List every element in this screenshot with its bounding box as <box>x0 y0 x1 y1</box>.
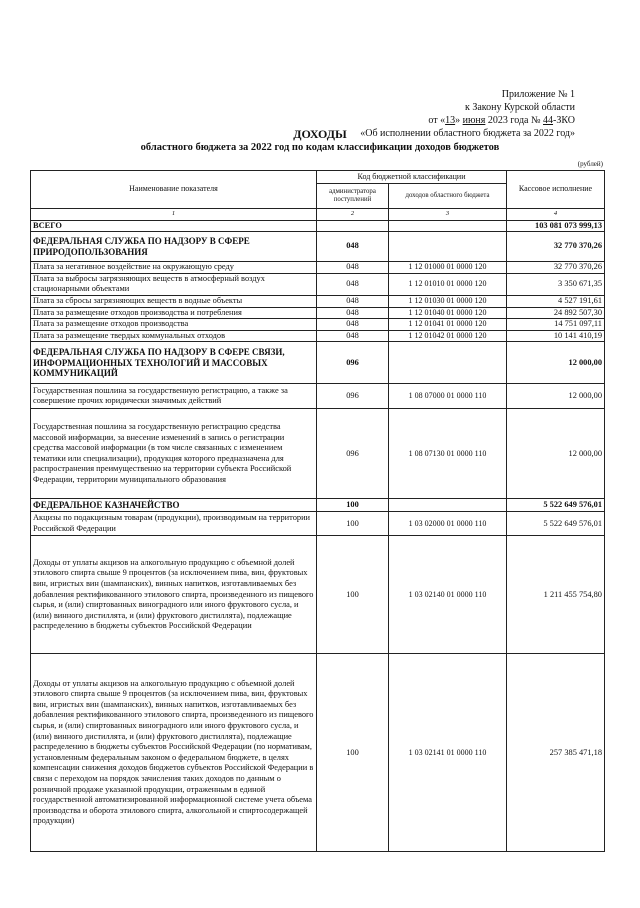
header-cash: Кассовое исполнение <box>507 171 605 209</box>
row-admin: 048 <box>317 273 389 295</box>
appendix-line-4: «Об исполнении областного бюджета за 2022 год» <box>360 128 575 139</box>
table-row <box>31 307 605 319</box>
row-code: 1 12 01010 01 0000 120 <box>389 273 507 295</box>
row-name: ФЕДЕРАЛЬНОЕ КАЗНАЧЕЙСТВО <box>31 499 317 512</box>
total-label: ВСЕГО <box>31 220 317 232</box>
row-code: 1 12 01042 01 0000 120 <box>389 330 507 342</box>
header-income-code: доходов областного бюджета <box>389 184 507 209</box>
table-row <box>31 536 605 654</box>
row-admin: 048 <box>317 232 389 262</box>
row-name: Государственная пошлина за государственную регистрацию средства массовой информации, за внесение изменений в запись о регистрации средства массовой информации (в том числе связанных с изменением тематики или специализации), продукция которого предназначена для распространения преимущественно на территории субъекта Российской Федерации, территории муниципального образования <box>31 409 317 499</box>
row-name: Плата за размещение отходов производства <box>31 319 317 331</box>
row-code: 1 03 02140 01 0000 110 <box>389 536 507 654</box>
row-amount: 12 000,00 <box>507 409 605 499</box>
table-row <box>31 273 605 295</box>
row-admin: 096 <box>317 342 389 384</box>
row-amount: 257 385 471,18 <box>507 654 605 852</box>
appendix-line-3: от «13» июня 2023 года № 44-ЗКО <box>428 115 575 126</box>
row-code: 1 08 07130 01 0000 110 <box>389 409 507 499</box>
index-row <box>31 209 605 221</box>
row-amount: 32 770 370,26 <box>507 232 605 262</box>
row-amount: 5 522 649 576,01 <box>507 499 605 512</box>
table-row <box>31 654 605 852</box>
row-name: Доходы от уплаты акцизов на алкогольную продукцию с объемной долей этилового спирта свыше 9 процентов (за исключением пива, вин, фруктовых вин, игристых вин (шампанских), винных напитков, изготавливаемых без добавления ректификованного этилового спирта, произведенного из пищевого сырья, и (или) спиртованных виноградного или иного фруктового сусла, и (или) винного дистиллята, и (или) фруктового дистиллята), подлежащие распределению в бюджеты субъектов Российской Федерации <box>31 536 317 654</box>
row-code: 1 08 07000 01 0000 110 <box>389 384 507 409</box>
appendix-line-1: Приложение № 1 <box>501 89 575 100</box>
table-row <box>31 499 605 512</box>
row-admin: 096 <box>317 384 389 409</box>
row-admin: 048 <box>317 307 389 319</box>
table-row <box>31 330 605 342</box>
header-code-group: Код бюджетной классификации <box>317 171 507 184</box>
row-amount: 12 000,00 <box>507 342 605 384</box>
row-amount: 14 751 097,11 <box>507 319 605 331</box>
appendix-line-2: к Закону Курской области <box>465 102 575 113</box>
document-title: ДОХОДЫ <box>293 127 347 141</box>
header-row <box>31 171 605 184</box>
row-code <box>389 342 507 384</box>
row-name: Акцизы по подакцизным товарам (продукции), производимым на территории Российской Федерации <box>31 512 317 536</box>
row-amount: 24 892 507,30 <box>507 307 605 319</box>
index-4: 4 <box>507 209 605 221</box>
row-admin: 048 <box>317 262 389 274</box>
row-code: 1 12 01040 01 0000 120 <box>389 307 507 319</box>
row-admin: 048 <box>317 295 389 307</box>
row-name: Плата за сбросы загрязняющих веществ в водные объекты <box>31 295 317 307</box>
table-row <box>31 232 605 262</box>
row-name: Плата за размещение твердых коммунальных отходов <box>31 330 317 342</box>
index-1: 1 <box>31 209 317 221</box>
table-row <box>31 512 605 536</box>
row-code <box>389 499 507 512</box>
row-admin: 100 <box>317 536 389 654</box>
row-name: Плата за негативное воздействие на окружающую среду <box>31 262 317 274</box>
total-row <box>31 220 605 232</box>
row-name: Государственная пошлина за государственную регистрацию, а также за совершение прочих юридически значимых действий <box>31 384 317 409</box>
row-code: 1 03 02000 01 0000 110 <box>389 512 507 536</box>
row-code: 1 12 01041 01 0000 120 <box>389 319 507 331</box>
row-amount: 32 770 370,26 <box>507 262 605 274</box>
income-table <box>30 170 605 852</box>
total-amount: 103 081 073 999,13 <box>507 220 605 232</box>
row-admin: 100 <box>317 499 389 512</box>
row-code: 1 03 02141 01 0000 110 <box>389 654 507 852</box>
unit-label: (рублей) <box>577 160 603 168</box>
row-admin: 048 <box>317 319 389 331</box>
row-amount: 4 527 191,61 <box>507 295 605 307</box>
row-amount: 1 211 455 754,80 <box>507 536 605 654</box>
row-admin: 048 <box>317 330 389 342</box>
table-row <box>31 319 605 331</box>
row-admin: 100 <box>317 654 389 852</box>
row-code <box>389 232 507 262</box>
row-admin: 100 <box>317 512 389 536</box>
table-row <box>31 384 605 409</box>
index-3: 3 <box>389 209 507 221</box>
row-name: ФЕДЕРАЛЬНАЯ СЛУЖБА ПО НАДЗОРУ В СФЕРЕ СВЯЗИ, ИНФОРМАЦИОННЫХ ТЕХНОЛОГИЙ И МАССОВЫХ КОММУНИКАЦИЙ <box>31 342 317 384</box>
row-name: Плата за выбросы загрязняющих веществ в атмосферный воздух стационарными объектами <box>31 273 317 295</box>
header-name: Наименование показателя <box>31 171 317 209</box>
row-amount: 5 522 649 576,01 <box>507 512 605 536</box>
table-row <box>31 342 605 384</box>
table-row <box>31 409 605 499</box>
table-row <box>31 262 605 274</box>
row-amount: 3 350 671,35 <box>507 273 605 295</box>
document-subtitle: областного бюджета за 2022 год по кодам классификации доходов бюджетов <box>140 142 500 153</box>
row-name: Доходы от уплаты акцизов на алкогольную продукцию с объемной долей этилового спирта свыше 9 процентов (за исключением пива, вин, фруктовых вин, игристых вин (шампанских), винных напитков, изготавливаемых без добавления ректификованного этилового спирта, произведенного из пищевого сырья, и (или) спиртованных виноградного или иного фруктового сусла, и (или) винного дистиллята, и (или) фруктового дистиллята), подлежащие распределению в бюджеты субъектов Российской Федерации (по нормативам, установленным федеральным законом о федеральном бюджете, в целях компенсации снижения доходов бюджетов субъектов Российской Федерации в связи с переходом на порядок зачисления таких доходов по данным о розничной продаже указанной продукции, отраженным в единой государственной автоматизированной информационной системе учета объема производства и оборота этилового спирта, алкогольной и спиртосодержащей продукции) <box>31 654 317 852</box>
row-admin: 096 <box>317 409 389 499</box>
index-2: 2 <box>317 209 389 221</box>
row-name: Плата за размещение отходов производства и потребления <box>31 307 317 319</box>
row-amount: 12 000,00 <box>507 384 605 409</box>
row-code: 1 12 01030 01 0000 120 <box>389 295 507 307</box>
table-row <box>31 295 605 307</box>
row-amount: 10 141 410,19 <box>507 330 605 342</box>
row-code: 1 12 01000 01 0000 120 <box>389 262 507 274</box>
header-admin: администратора поступлений <box>317 184 389 209</box>
row-name: ФЕДЕРАЛЬНАЯ СЛУЖБА ПО НАДЗОРУ В СФЕРЕ ПРИРОДОПОЛЬЗОВАНИЯ <box>31 232 317 262</box>
